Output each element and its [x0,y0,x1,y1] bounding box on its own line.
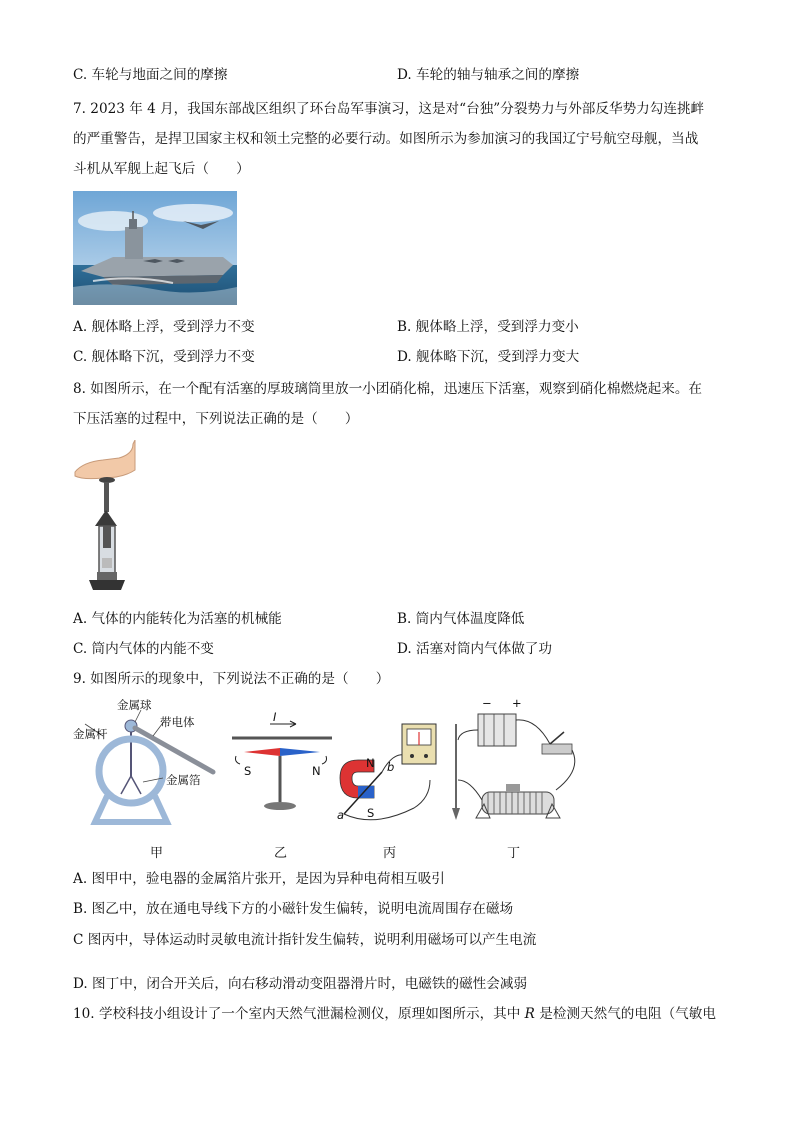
q10-stem-pre: 10. 学校科技小组设计了一个室内天然气泄漏检测仪，原理如图所示，其中 [73,1006,525,1022]
q7-option-c: C. 舰体略下沉，受到浮力不变 [73,349,255,365]
label-point-a: a [337,808,345,822]
q8-option-c: C. 筒内气体的内能不变 [73,641,214,657]
q10-var-r: R [524,1006,535,1022]
q9-option-a: A. 图甲中，验电器的金属箔片张开，是因为异种电荷相互吸引 [73,871,445,887]
piston-cylinder-figure [73,440,137,592]
aircraft-carrier-photo [73,191,237,305]
q7-option-b: B. 舰体略上浮，受到浮力变小 [397,319,579,335]
q10-stem-line1 [73,1005,716,1023]
label-battery-minus: − [482,696,492,710]
label-magnet-n: N [366,756,375,770]
electroscope-figure [73,696,243,826]
q9-option-c: C 图丙中，导体运动时灵敏电流计指针发生偏转，说明利用磁场可以产生电流 [73,932,537,948]
electromagnet-circuit-figure [446,700,586,828]
caption-bing: 丙 [383,846,397,861]
q6-option-d: D. 车轮的轴与轴承之间的摩擦 [397,67,580,83]
label-battery-plus: + [512,696,522,710]
q8-option-a: A. 气体的内能转化为活塞的机械能 [73,611,282,627]
label-metal-foil: 金属箔 [166,773,201,787]
label-point-b: b [387,760,395,774]
label-s-pole: S [244,764,252,778]
caption-ding: 丁 [507,846,521,861]
q8-option-b: B. 筒内气体温度降低 [397,611,525,627]
q9-option-b: B. 图乙中，放在通电导线下方的小磁针发生偏转，说明电流周围存在磁场 [73,901,514,917]
q9-stem: 9. 如图所示的现象中，下列说法不正确的是（ ） [73,671,390,687]
caption-jia: 甲 [150,846,164,861]
q7-option-d: D. 舰体略下沉，受到浮力变大 [397,349,580,365]
q7-stem-line1: 7. 2023 年 4 月，我国东部战区组织了环台岛军事演习，这是对“台独”分裂势力与外部反华势力勾连挑衅 [73,101,705,117]
label-metal-rod: 金属杆 [73,727,108,741]
label-metal-ball: 金属球 [117,698,152,712]
q8-option-d: D. 活塞对筒内气体做了功 [397,641,552,657]
q7-stem-line2: 的严重警告，是捍卫国家主权和领土完整的必要行动。如图所示为参加演习的我国辽宁号航空母舰，当战 [73,131,699,147]
caption-yi: 乙 [274,846,288,861]
q10-stem-post: 是检测天然气的电阻（气敏电 [534,1006,716,1022]
q7-option-a: A. 舰体略上浮，受到浮力不变 [73,319,255,335]
q9-option-d: D. 图丁中，闭合开关后，向右移动滑动变阻器滑片时，电磁铁的磁性会减弱 [73,976,528,992]
q8-stem-line2: 下压活塞的过程中，下列说法正确的是（ ） [73,411,359,427]
induction-figure [334,720,444,830]
q7-stem-line3: 斗机从军舰上起飞后（ ） [73,161,250,177]
q8-stem-line1: 8. 如图所示，在一个配有活塞的厚玻璃筒里放一小团硝化棉，迅速压下活塞，观察到硝化棉燃烧起来。在 [73,381,703,397]
label-n-pole: N [312,764,321,778]
q6-option-c: C. 车轮与地面之间的摩擦 [73,67,228,83]
label-charged-body: 带电体 [160,715,195,729]
label-magnet-s: S [367,806,375,820]
label-current: I [273,710,277,724]
